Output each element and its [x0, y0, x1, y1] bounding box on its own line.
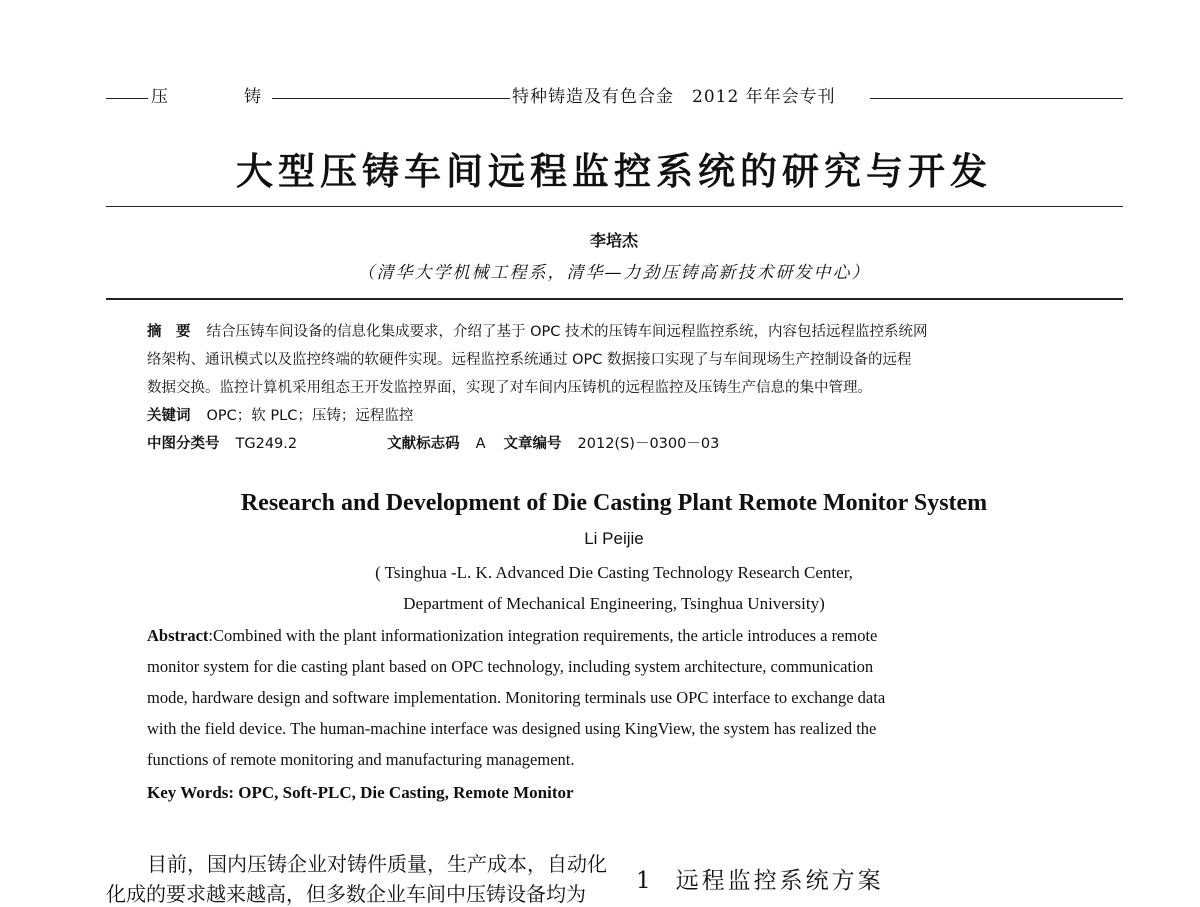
header-rule-right	[870, 98, 1123, 99]
section-number: 1	[636, 868, 654, 894]
section-heading	[636, 862, 884, 895]
english-abstract-label: Abstract	[147, 626, 209, 645]
english-affiliation-line-1: ( Tsinghua -L. K. Advanced Die Casting Technology Research Center,	[375, 563, 853, 582]
keywords-cn-label: 关键词	[147, 408, 191, 424]
header-rule-middle	[272, 98, 510, 99]
keywords-cn-text: OPC；软 PLC；压铸；远程监控	[206, 408, 414, 424]
keywords-cn	[147, 404, 413, 425]
english-abstract-line-4: with the field device. The human-machine interface was designed using KingView, the system has realized the	[147, 719, 877, 738]
abstract-cn-label: 摘 要	[147, 324, 191, 340]
header-rule-left	[106, 98, 148, 99]
header-section-press: 压	[151, 87, 169, 107]
affiliation-cn: （清华大学机械工程系，清华—力劲压铸高新技术研发中心）	[357, 263, 871, 283]
english-abstract-line-2: monitor system for die casting plant based on OPC technology, including system architecture, communication	[147, 657, 874, 676]
english-abstract-line-5: functions of remote monitoring and manufacturing management.	[147, 750, 575, 769]
doc-code-value: A	[475, 436, 486, 452]
english-affiliation-line-2: Department of Mechanical Engineering, Tsinghua University)	[403, 594, 825, 613]
english-keywords	[147, 783, 1087, 803]
journal-name: 特种铸造及有色合金 2012 年年会专刊	[512, 87, 836, 107]
body-paragraph-line-1: 目前，国内压铸企业对铸件质量，生产成本，自动化	[147, 852, 607, 876]
article-number-value: 2012(S)－0300－03	[577, 436, 720, 452]
section-title: 远程监控系统方案	[675, 868, 884, 894]
title-divider	[106, 206, 1123, 207]
english-abstract-line-1: Abstract:Combined with the plant informationization integration requirements, the article introduces a remote	[147, 626, 878, 645]
article-number-label: 文章编号	[503, 436, 562, 452]
author-name-cn: 李培杰	[589, 231, 638, 250]
abstract-cn-line-1: 摘 要 结合压铸车间设备的信息化集成要求，介绍了基于 OPC 技术的压铸车间远程监控系统，内容包括远程监控系统网	[147, 324, 928, 340]
abstract-cn-line-2: 络架构、通讯模式以及监控终端的软硬件实现。远程监控系统通过 OPC 数据接口实现了与车间现场生产控制设备的远程	[147, 352, 912, 368]
english-keywords-label: Key Words	[147, 783, 229, 802]
classification-line	[147, 432, 719, 453]
english-keywords-text: : OPC, Soft-PLC, Die Casting, Remote Monitor	[228, 783, 574, 802]
abstract-cn-line-3: 数据交换。监控计算机采用组态王开发监控界面，实现了对车间内压铸机的远程监控及压铸生产信息的集中管理。	[147, 380, 872, 396]
clc-value: TG249.2	[235, 436, 298, 452]
english-abstract-line-3: mode, hardware design and software implementation. Monitoring terminals use OPC interface to exchange data	[147, 688, 886, 707]
paper-title: 大型压铸车间远程监控系统的研究与开发	[236, 150, 992, 193]
body-paragraph-line-2: 化成的要求越来越高，但多数企业车间中压铸设备均为	[106, 882, 586, 906]
english-author: Li Peijie	[584, 529, 644, 548]
english-title: Research and Development of Die Casting Plant Remote Monitor System	[240, 490, 988, 516]
clc-label: 中图分类号	[147, 436, 220, 452]
affiliation-divider	[106, 298, 1123, 300]
doc-code-label: 文献标志码	[387, 436, 460, 452]
header-section-cast: 铸	[244, 87, 262, 107]
